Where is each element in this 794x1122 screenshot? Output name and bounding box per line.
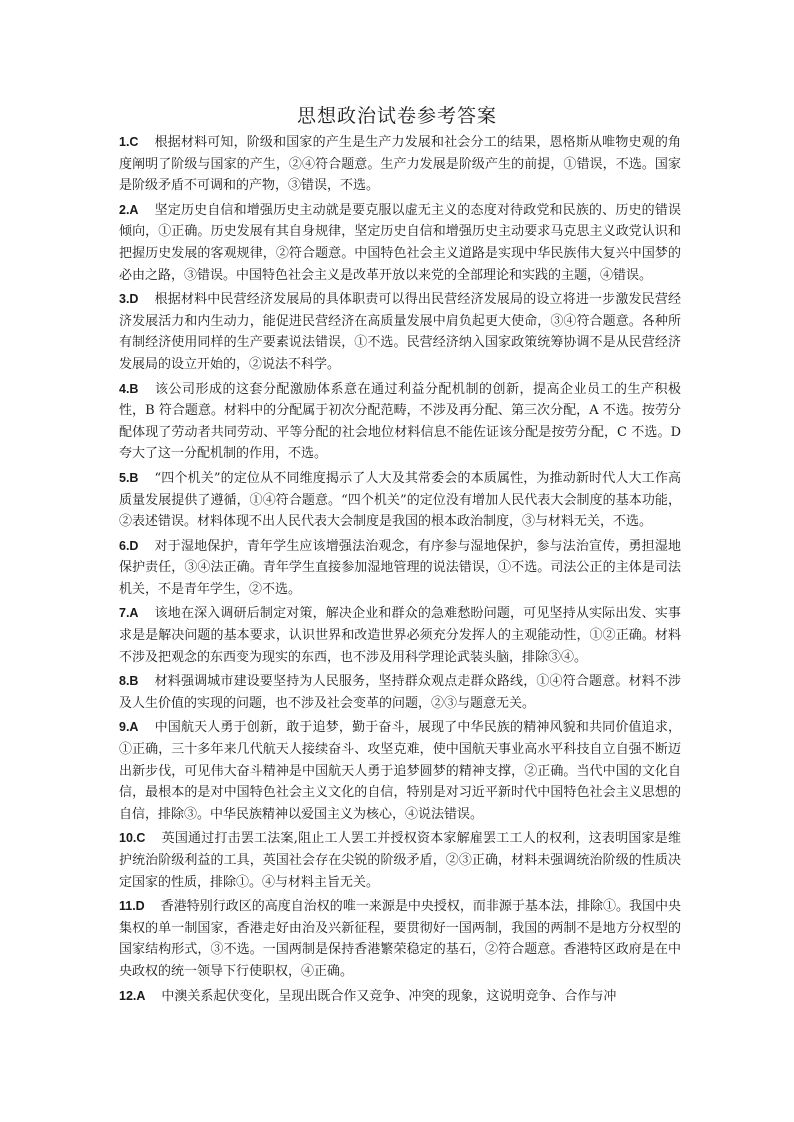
answer-item xyxy=(119,828,681,893)
answer-item xyxy=(119,536,681,601)
answer-text: 中澳关系起伏变化，呈现出既合作又竞争、冲突的现象，这说明竞争、合作与冲 xyxy=(161,988,617,1004)
answer-item xyxy=(119,717,681,825)
answer-text: 根据材料中民营经济发展局的具体职责可以得出民营经济发展局的设立将进一步激发民营经济发展活力和内生动力，能促进民营经济在高质量发展中肩负起更大使命，③④符合题意。各种所有制经济使用同样的生产要素说法错误，①不选。民营经济纳入国家政策统筹协调不是从民营经济发展局的设立开始的，②说法不科学。 xyxy=(119,292,681,372)
answer-number: 9.A xyxy=(119,720,139,735)
answer-number: 12.A xyxy=(119,988,146,1003)
answer-text: 香港特别行政区的高度自治权的唯一来源是中央授权，而非源于基本法，排除①。我国中央集权的单一制国家，香港走好由治及兴新征程，要贯彻好一国两制，我国的两制不是地方分权型的国家结构形式，③不选。一国两制是保持香港繁荣稳定的基石，②符合题意。香港特区政府是在中央政权的统一领导下行使职权，④正确。 xyxy=(119,899,681,979)
answer-number: 5.B xyxy=(119,470,139,485)
answer-text: 材料强调城市建设要坚持为人民服务，坚持群众观点走群众路线，①④符合题意。材料不涉及人生价值的实现的问题，也不涉及社会变革的问题，②③与题意无关。 xyxy=(119,674,681,711)
answer-number: 2.A xyxy=(119,202,139,217)
answer-item xyxy=(119,468,681,533)
answer-number: 1.C xyxy=(119,135,139,149)
answer-number: 8.B xyxy=(119,674,139,689)
answer-text: “四个机关”的定位从不同维度揭示了人大及其常委会的本质属性，为推动新时代人大工作高质量发展提供了遵循，①④符合题意。“四个机关”的定位没有增加人民代表大会制度的基本功能，②表述错误。材料体现不出人民代表大会制度是我国的根本政治制度，③与材料无关，不选。 xyxy=(119,470,681,530)
answer-item xyxy=(119,379,681,465)
answer-text: 英国通过打击罢工法案,阻止工人罢工并授权资本家解雇罢工工人的权利，这表明国家是维护统治阶级利益的工具，英国社会存在尖锐的阶级矛盾，②③正确，材料未强调统治阶级的性质决定国家的性质，排除①。④与材料主旨无关。 xyxy=(119,831,681,890)
answer-item xyxy=(119,896,681,982)
answer-number: 4.B xyxy=(119,381,139,396)
answer-item xyxy=(119,132,681,197)
answer-item xyxy=(119,671,681,714)
answer-text: 该公司形成的这套分配激励体系意在通过利益分配机制的创新，提高企业员工的生产积极性，B 符合题意。材料中的分配属于初次分配范畴，不涉及再分配、第三次分配，A 不选。按劳分配体现了劳动者共同劳动、平等分配的社会地位材料信息不能佐证该分配是按劳分配，C 不选。D 夸大了这一分配机制的作用，不选。 xyxy=(119,381,681,462)
answer-text: 该地在深入调研后制定对策，解决企业和群众的急难愁盼问题，可见坚持从实际出发、实事求是是解决问题的基本要求，认识世界和改造世界必须充分发挥人的主观能动性，①②正确。材料不涉及把观念的东西变为现实的东西，也不涉及用科学理论武装头脑，排除③④。 xyxy=(119,606,681,665)
answer-item xyxy=(119,986,681,1008)
answer-text: 中国航天人勇于创新，敢于追梦，勤于奋斗，展现了中华民族的精神风貌和共同价值追求，①正确，三十多年来几代航天人接续奋斗、攻坚克难，使中国航天事业高水平科技自立自强不断迈出新步伐，可见伟大奋斗精神是中国航天人勇于追梦圆梦的精神支撑，②正确。当代中国的文化自信，最根本的是对中国特色社会主义文化的自信，特别是对习近平新时代中国特色社会主义思想的自信，排除③。中华民族精神以爱国主义为核心，④说法错误。 xyxy=(119,720,681,822)
answer-text: 坚定历史自信和增强历史主动就是要克服以虚无主义的态度对待政党和民族的、历史的错误倾向，①正确。历史发展有其自身规律，坚定历史自信和增强历史主动要求马克思主义政党认识和把握历史发展的客观规律，②符合题意。中国特色社会主义道路是实现中华民族伟大复兴中国梦的必由之路，③错误。中国特色社会主义是改革开放以来党的全部理论和实践的主题，④错误。 xyxy=(119,202,681,283)
answer-number: 3.D xyxy=(119,292,139,307)
answer-list xyxy=(119,132,681,1010)
answer-text: 对于湿地保护，青年学生应该增强法治观念，有序参与湿地保护，参与法治宣传，勇担湿地保护责任，③④法正确。青年学生直接参加湿地管理的说法错误，①不选。司法公正的主体是司法机关，不是青年学生，②不选。 xyxy=(119,538,681,597)
answer-text: 根据材料可知，阶级和国家的产生是生产力发展和社会分工的结果，恩格斯从唯物史观的角度阐明了阶级与国家的产生，②④符合题意。生产力发展是阶级产生的前提，①错误，不选。国家是阶级矛盾不可调和的产物，③错误，不选。 xyxy=(119,135,681,194)
answer-number: 6.D xyxy=(119,538,139,553)
answer-item xyxy=(119,603,681,668)
answer-item xyxy=(119,289,681,375)
answer-number: 11.D xyxy=(119,899,145,914)
answer-number: 10.C xyxy=(119,831,146,846)
answer-number: 7.A xyxy=(119,606,139,621)
answer-item xyxy=(119,200,681,286)
page-title: 思想政治试卷参考答案 xyxy=(296,105,497,127)
